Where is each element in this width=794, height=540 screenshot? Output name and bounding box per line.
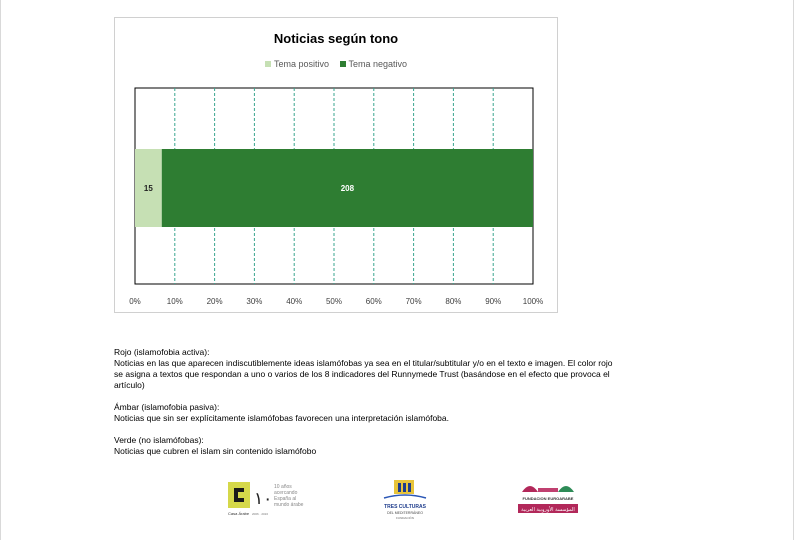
note-rojo-line2: se asigna a textos que respondan a uno o varios de los 8 indicadores del Runnymede Trust (basándose en el efecto que provoca el [114,369,610,379]
x-tick-label: 10% [166,297,183,306]
euroarabe-logo-graphic [512,478,584,526]
tres-culturas-name: TRES CULTURAS [384,504,426,510]
casa-arabe-years: 2006 · 2016 [252,512,269,516]
euroarabe-logo [512,478,584,526]
tres-culturas-footer: FUNDACIÓN [396,516,414,520]
note-ambar-heading: Ámbar (islamofobia pasiva): [114,402,220,412]
casa-arabe-numeral: ١٠ [254,489,273,509]
casa-arabe-logo-graphic [226,478,306,526]
note-rojo-line3: artículo) [114,380,145,390]
chart-frame [114,17,558,313]
note-verde-heading: Verde (no islamófobas): [114,435,204,445]
legend-notes [114,347,684,457]
x-tick-label: 50% [325,297,343,306]
legend-label-negative: Tema negativo [348,59,408,69]
tres-culturas-logo [370,478,440,526]
note-ambar-line1: Noticias que sin ser explícitamente islamófobas favorecen una interpretación islamófoba. [114,413,449,423]
euroarabe-arabic: المؤسسة الأوروبية العربية [521,507,575,513]
casa-arabe-tagline: 10 años acercando España al mundo árabe [274,484,304,508]
euroarabe-name: FUNDACION EUROARABE [522,496,574,501]
note-verde-line1: Noticias que cubren el islam sin contenido islamófobo [114,446,317,456]
data-label-negative: 208 [340,184,355,193]
note-rojo-heading: Rojo (islamofobia activa): [114,347,210,357]
x-tick-label: 20% [206,297,223,306]
page-edge-left [0,0,1,540]
x-tick-label: 40% [286,297,303,306]
note-rojo-line1: Noticias en las que aparecen indiscutiblemente ideas islamófobas ya sea en el titular/subtitular y/o en el texto e imagen. El color rojo [114,358,613,368]
x-tick-label: 60% [365,297,382,306]
x-tick-label: 100% [522,297,544,306]
casa-arabe-org-name: Casa Árabe [228,511,250,516]
casa-arabe-logo [226,478,306,526]
data-label-positive: 15 [143,184,153,193]
tres-culturas-logo-graphic [370,478,440,526]
chart-title: Noticias según tono [273,31,399,46]
legend-label-positive: Tema positivo [273,59,329,69]
x-tick-label: 80% [445,297,462,306]
x-tick-label: 90% [485,297,502,306]
tres-culturas-subtitle: DEL MEDITERRÁNEO [387,511,423,515]
x-tick-label: 30% [246,297,263,306]
chart-plot [115,18,557,312]
x-tick-label: 70% [405,297,422,306]
x-tick-label: 0% [129,297,141,306]
